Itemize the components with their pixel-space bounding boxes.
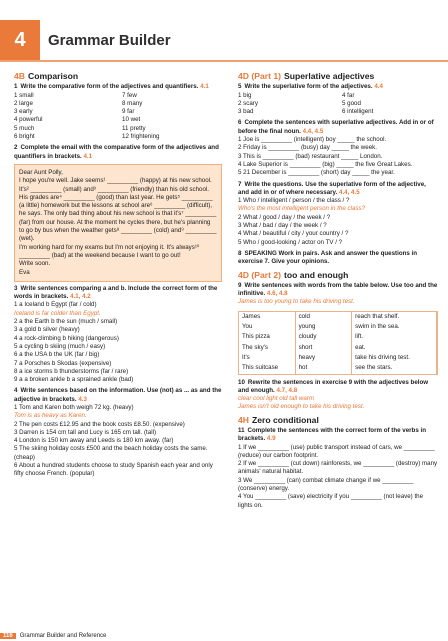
- email-paragraph: Eva: [19, 268, 30, 276]
- table-cell: hot: [296, 363, 353, 373]
- list-item: 7 few: [122, 91, 137, 99]
- list-item: 3 Darren is 154 cm tall and Lucy is 165 cm tall. (tall): [14, 428, 157, 436]
- email-paragraph: I hope you're well. Jake seems¹ _________ (happy) at his new school. It's² _________ (small) and³ _________ (friendly) than his old school. His grades are⁴ _________ (good) than last year. He gets⁵ _________ (a little) homework but the lessons at school are⁶ _________ (difficult), he says. The only bad thing about his new school is that it's⁷ _________ (far) from our house. At the moment he cycles there, but he's planning to go by bus when the weather gets⁸ _________ (cold) and⁹ _________ (wet).: [19, 177, 217, 243]
- exercise-9: 9 Write sentences with words from the table below. Use too and the infinitive. 4.6, 4.8: [238, 281, 438, 298]
- list-item: 2 What / good / day / the week / ?: [238, 213, 331, 221]
- table-cell: take his driving test.: [352, 353, 437, 363]
- list-item: 9 a a broken ankle b a sprained ankle (bad): [14, 376, 134, 384]
- exercise-10-sample: James isn't old enough to take his driving test.: [238, 403, 365, 411]
- exercise-5: 5 Write the superlative form of the adjectives. 4.4: [238, 83, 383, 91]
- sample-answer: Iceland is far colder than Egypt.: [14, 309, 101, 317]
- list-item: 3 bad: [238, 108, 254, 116]
- list-item: 11 pretty: [122, 124, 146, 132]
- exercise-3-items: [14, 301, 222, 384]
- list-item: 3 This is _________ (bad) restaurant _____ London.: [238, 152, 383, 160]
- table-cell: lift.: [352, 332, 437, 342]
- email-paragraph: I'm working hard for my exams but I'm not enjoying it. It's always¹⁰ _________ (bad) at the weekend because I want to go out!: [19, 243, 200, 259]
- header: [0, 0, 448, 60]
- list-item: 3 What / bad / day / the week / ?: [238, 222, 327, 230]
- exercise-4-items: [14, 404, 222, 479]
- exercise-10-words: clear cool light old tall warm: [238, 395, 314, 403]
- list-item: 3 a gold b silver (heavy): [14, 326, 80, 334]
- list-item: 5 a cycling b skiing (much / easy): [14, 342, 106, 350]
- footer-text: Grammar Builder and Reference: [19, 633, 107, 639]
- exercise-7: 7 Write the questions. Use the superlative form of the adjective, and add in or of where necessary. 4.4, 4.5: [238, 180, 426, 196]
- exercise-1: 1 Write the comparative form of the adjectives and quantifiers. 4.1: [14, 83, 209, 91]
- list-item: 12 frightening: [122, 133, 160, 141]
- footer: [0, 632, 448, 641]
- section-4d: 4D (Part 1) Superlative adjectives: [238, 71, 375, 81]
- right-column: [238, 68, 438, 510]
- header-rule: [0, 60, 448, 62]
- unit-number: 4: [0, 20, 40, 60]
- list-item: 1 Who / intelligent / person / the class / ?: [238, 197, 350, 205]
- table-cell: This pizza: [239, 332, 296, 342]
- table-cell: young: [296, 322, 353, 332]
- section-4b: 4B Comparison: [14, 71, 79, 81]
- email-paragraph: Write soon.: [19, 260, 51, 268]
- table-cell: You: [239, 322, 296, 332]
- list-item: 4 What / beautiful / city / your country / ?: [238, 230, 349, 238]
- list-item: 6 bright: [14, 133, 35, 141]
- email-paragraph: Dear Aunt Polly,: [19, 168, 63, 176]
- table-cell: short: [296, 343, 353, 353]
- list-item: 6 a the USA b the UK (far / big): [14, 351, 100, 359]
- list-item: 4 powerful: [14, 116, 43, 124]
- list-item: 2 large: [14, 99, 33, 107]
- list-item: 4 a rock-climbing b hiking (dangerous): [14, 334, 119, 342]
- page-number: 116: [0, 633, 16, 639]
- exercise-9-sample: James is too young to take his driving test.: [238, 298, 355, 306]
- list-item: 4 You _________ (save) electricity if you _________ (not leave) the lights on.: [238, 493, 424, 509]
- exercise-11: 11 Complete the sentences with the correct form of the verbs in brackets. 4.9: [238, 426, 426, 443]
- exercise-3: 3 Write sentences comparing a and b. Include the correct form of the words in brackets. 4.1, 4.2: [14, 284, 218, 301]
- list-item: 2 The pen costs £12.95 and the book costs £8.50. (expensive): [14, 420, 185, 428]
- list-item: 4 London is 150 km away and Leeds is 180 km away. (far): [14, 437, 174, 445]
- sample-answer: Who's the most intelligent person in the class?: [238, 205, 366, 213]
- list-item: 1 Tom and Karen both weigh 72 kg. (heavy): [14, 403, 134, 411]
- table-cell: cloudy: [296, 332, 353, 342]
- exercise-11-items: [238, 444, 438, 510]
- list-item: 1 a Iceland b Egypt (far / cold): [14, 301, 97, 309]
- list-item: 3 early: [14, 108, 33, 116]
- exercise-6-items: [238, 136, 438, 177]
- exercise-2: 2 Complete the email with the comparative form of the adjectives and quantifiers in brackets. 4.1: [14, 144, 219, 160]
- list-item: 9 far: [122, 108, 135, 116]
- left-column: [14, 68, 222, 479]
- list-item: 7 a Porsches b Skodas (expensive): [14, 359, 112, 367]
- list-item: 5 much: [14, 124, 35, 132]
- exercise-10: 10 Rewrite the sentences in exercise 9 with the adjectives below and enough. 4.7, 4.8: [238, 378, 429, 394]
- list-item: 5 Who / good-looking / actor on TV / ?: [238, 238, 343, 246]
- list-item: 6 About a hundred students choose to study Spanish each year and only fifty choose French. (popular): [14, 462, 213, 478]
- table-cell: eat.: [352, 343, 437, 353]
- exercise-1-items: [14, 92, 222, 142]
- sample-answer: Tom is as heavy as Karen.: [14, 412, 87, 420]
- table-cell: This suitcase: [239, 363, 296, 373]
- list-item: 1 small: [14, 91, 34, 99]
- table-cell: reach that shelf.: [352, 312, 437, 322]
- table-cell: heavy: [296, 353, 353, 363]
- list-item: 3 We _________ (can) combat climate change if we _________ (conserve) energy.: [238, 476, 414, 493]
- email-box: [14, 164, 222, 282]
- section-4h: 4H Zero conditional: [238, 414, 319, 425]
- word-table: [238, 311, 438, 375]
- list-item: 1 Joe is _________ (intelligent) boy _____ the school.: [238, 136, 387, 144]
- table-cell: cold: [296, 312, 353, 322]
- list-item: 8 many: [122, 99, 143, 107]
- exercise-7-items: [238, 197, 438, 247]
- list-item: 10 wet: [122, 116, 141, 124]
- list-item: 8 a ice storms b thunderstorms (far / rare): [14, 367, 129, 375]
- list-item: 5 21 December is _________ (short) day _____ the year.: [238, 169, 395, 177]
- exercise-6: 6 Complete the sentences with superlative adjectives. Add in or of before the final noun. 4.4, 4.5: [238, 119, 434, 135]
- section-4d-part2: 4D (Part 2) too and enough: [238, 269, 349, 280]
- list-item: 1 big: [238, 91, 252, 99]
- list-item: 4 Lake Superior is _________ (big) _____ the five Great Lakes.: [238, 160, 413, 168]
- exercise-8: 8 SPEAKING Work in pairs. Ask and answer the questions in exercise 7. Give your opinions.: [238, 249, 418, 266]
- page-title: Grammar Builder: [48, 32, 171, 49]
- list-item: 1 If we _________ (use) public transport instead of cars, we _________ (reduce) our carbon footprint.: [238, 443, 435, 459]
- table-cell: It's: [239, 353, 296, 363]
- table-cell: see the stars.: [352, 363, 437, 373]
- list-item: 4 far: [342, 91, 355, 99]
- list-item: 2 If we _________ (cut down) rainforests, we _________ (destroy) many animals' natural habitat.: [238, 460, 438, 476]
- list-item: 5 good: [342, 99, 361, 107]
- list-item: 6 intelligent: [342, 108, 374, 116]
- list-item: 2 a the Earth b the sun (much / small): [14, 318, 118, 326]
- exercise-5-items: [238, 92, 438, 117]
- table-cell: swim in the sea.: [352, 322, 437, 332]
- list-item: 2 Friday is _________ (busy) day _____ the week.: [238, 144, 377, 152]
- table-cell: The sky's: [239, 343, 296, 353]
- list-item: 5 The skiing holiday costs £500 and the beach holiday costs the same. (cheap): [14, 445, 208, 461]
- list-item: 2 scary: [238, 99, 258, 107]
- table-cell: James: [239, 312, 296, 322]
- exercise-4: 4 Write sentences based on the information. Use (not) as ... as and the adjective in brackets. 4.3: [14, 387, 222, 403]
